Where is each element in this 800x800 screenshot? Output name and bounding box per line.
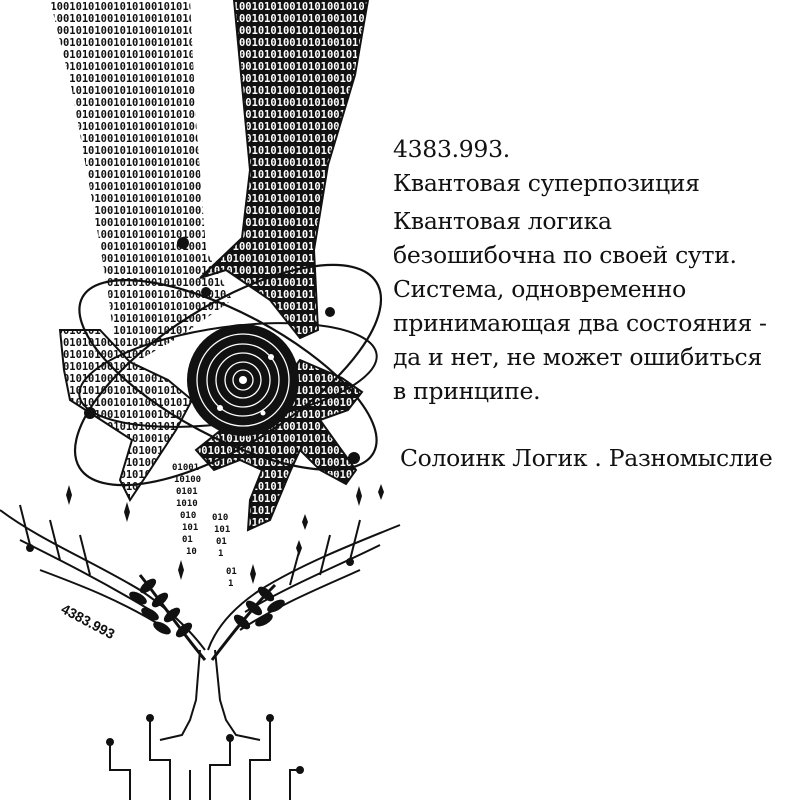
quote-line: безошибочна по своей сути. <box>393 241 737 269</box>
svg-text:10: 10 <box>186 547 197 557</box>
svg-text:01001: 01001 <box>172 463 200 473</box>
quote-line: Квантовая логика <box>393 207 612 235</box>
svg-text:10100: 10100 <box>174 475 202 485</box>
svg-text:01: 01 <box>226 567 237 577</box>
quote-title: Квантовая суперпозиция <box>393 169 700 197</box>
svg-text:101: 101 <box>214 525 231 535</box>
quote-line: Система, одновременно <box>393 275 686 303</box>
artist-signature: 4383.993 <box>58 600 118 643</box>
svg-text:101: 101 <box>182 523 199 533</box>
quote-number: 4383.993. <box>393 135 510 163</box>
svg-text:1: 1 <box>218 549 224 559</box>
svg-text:010: 010 <box>212 513 229 523</box>
quote-line: да и нет, не может ошибиться <box>393 343 762 371</box>
svg-text:01: 01 <box>216 537 227 547</box>
quote-panel <box>393 132 793 408</box>
light-arm <box>50 0 232 372</box>
quote-line: принимающая два состояния - <box>393 309 767 337</box>
quote-attribution: Солоинк Логик . Разномыслие <box>400 444 773 472</box>
svg-text:1010: 1010 <box>176 499 198 509</box>
quote-body <box>393 204 793 408</box>
svg-text:1: 1 <box>228 579 234 589</box>
quote-header <box>393 132 793 200</box>
svg-text:0101: 0101 <box>176 487 198 497</box>
svg-text:010: 010 <box>180 511 197 521</box>
wheat-stalks <box>128 575 286 660</box>
central-orb <box>187 324 299 436</box>
quote-line: в принципе. <box>393 377 541 405</box>
svg-text:01: 01 <box>182 535 193 545</box>
